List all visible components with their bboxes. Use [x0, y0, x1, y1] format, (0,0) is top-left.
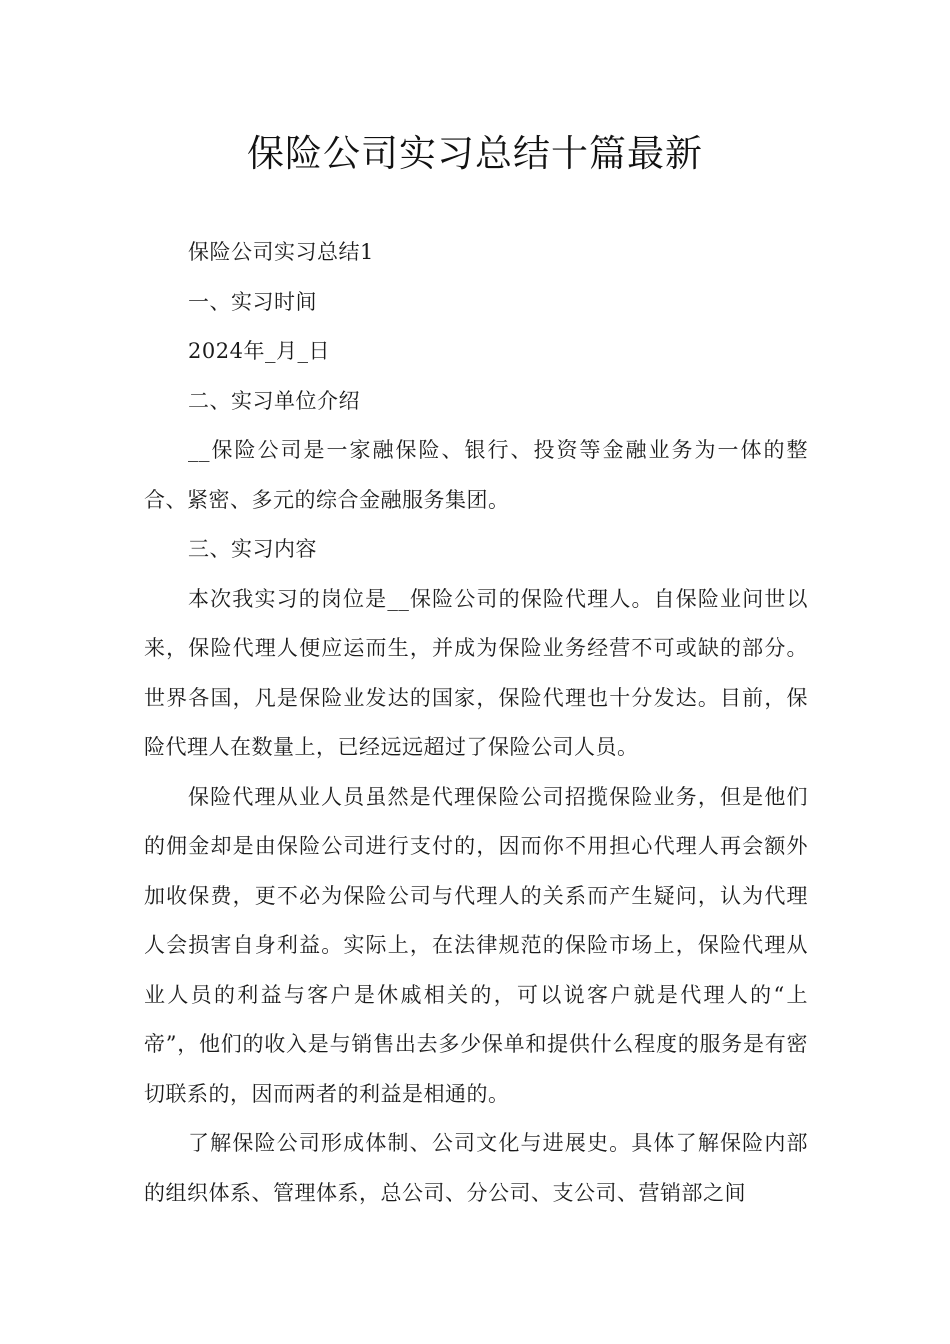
document-body — [144, 228, 808, 1218]
paragraph-content-3: 了解保险公司形成体制、公司文化与进展史。具体了解保险内部的组织体系、管理体系，总公司、分公司、支公司、营销部之间 — [144, 1131, 808, 1205]
paragraph-company-intro: __保险公司是一家融保险、银行、投资等金融业务为一体的整合、紧密、多元的综合金融服务集团。 — [144, 438, 808, 512]
subheading-internship-content: 三、实习内容 — [188, 537, 317, 561]
paragraph-content-1: 本次我实习的岗位是__保险公司的保险代理人。自保险业问世以来，保险代理人便应运而生，并成为保险业务经营不可或缺的部分。世界各国，凡是保险业发达的国家，保险代理也十分发达。目前，保险代理人在数量上，已经远远超过了保险公司人员。 — [144, 586, 808, 759]
document-title: 保险公司实习总结十篇最新 — [247, 132, 703, 175]
subheading-internship-time: 一、实习时间 — [188, 289, 317, 314]
internship-date: 2024年_月_日 — [188, 339, 330, 363]
paragraph-content-2: 保险代理从业人员虽然是代理保险公司招揽保险业务，但是他们的佣金却是由保险公司进行支付的，因而你不用担心代理人再会额外加收保费，更不必为保险公司与代理人的关系而产生疑问，认为代理人会损害自身利益。实际上，在法律规范的保险市场上，保险代理从业人员的利益与客户是休戚相关的，可以说客户就是代理人的“上帝”，他们的收入是与销售出去多少保单和提供什么程度的服务是有密切联系的，因而两者的利益是相通的。 — [144, 784, 808, 1106]
section-heading: 保险公司实习总结1 — [188, 240, 374, 264]
subheading-company-intro: 二、实习单位介绍 — [188, 388, 360, 413]
